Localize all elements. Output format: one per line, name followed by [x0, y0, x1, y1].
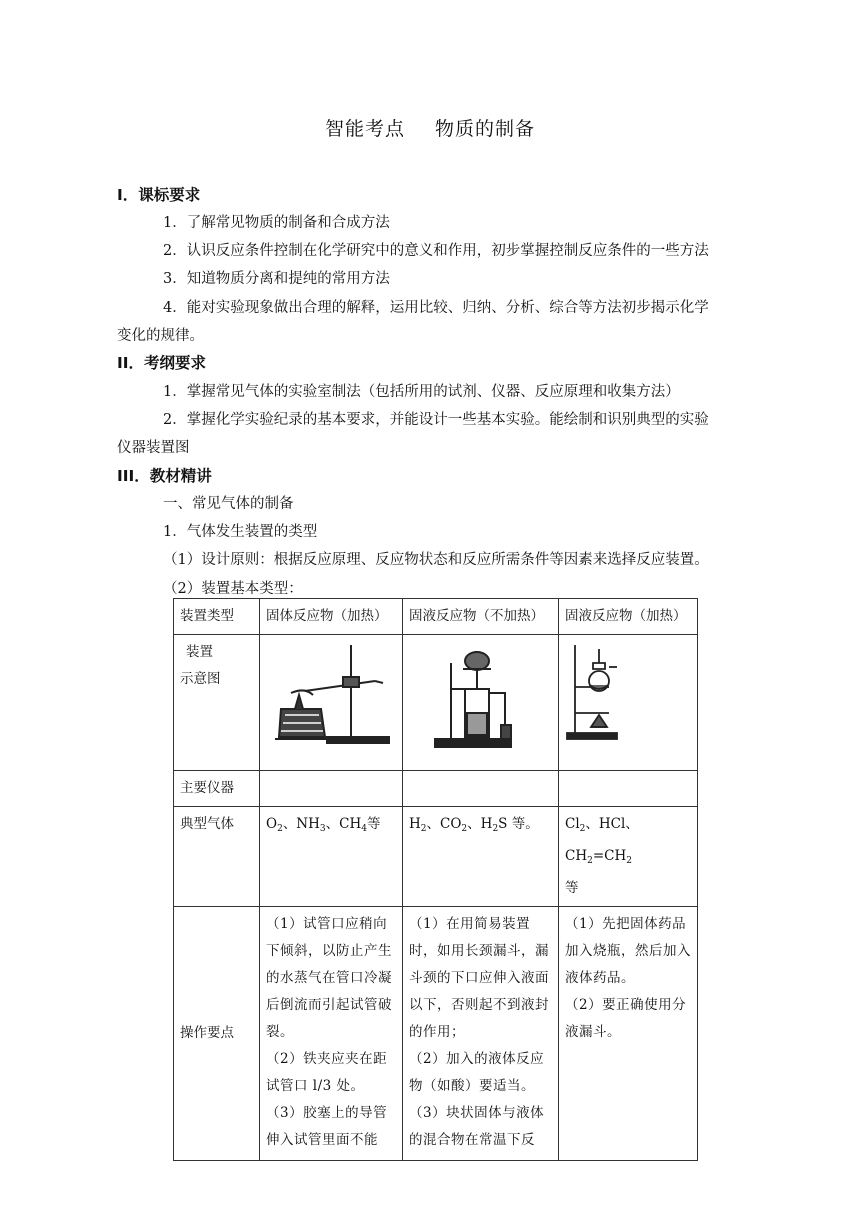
title-right: 物质的制备 — [435, 118, 536, 140]
text-line: 2．认识反应条件控制在化学研究中的意义和作用，初步掌握控制反应条件的一些方法 — [163, 243, 709, 259]
op-text: （2）加入的液体反应物（如酸）要适当。 — [409, 1051, 545, 1094]
table-cell — [174, 635, 260, 771]
solid-heating-apparatus-figure — [271, 639, 391, 751]
table-cell — [403, 635, 559, 771]
section-heading: I．课标要求 — [117, 186, 201, 204]
table-row — [174, 635, 698, 771]
table-row — [174, 599, 698, 635]
table-cell — [260, 907, 403, 1161]
text-line: 一、常见气体的制备 — [163, 496, 294, 512]
op-text: （1）试管口应稍向下倾斜，以防止产生的水蒸气在管口冷凝后倒流而引起试管破裂。 — [266, 916, 392, 1040]
solid-liquid-heating-apparatus-figure — [565, 639, 625, 751]
text-line: 2．掌握化学实验纪录的基本要求，并能设计一些基本实验。能绘制和识别典型的实验 — [163, 412, 709, 428]
table-row — [174, 771, 698, 807]
solid-liquid-apparatus-figure — [421, 639, 541, 751]
table-cell: 典型气体 — [174, 807, 260, 907]
text-line: 仪器装置图 — [117, 440, 190, 456]
table-cell: 主要仪器 — [174, 771, 260, 807]
table-cell — [559, 907, 698, 1161]
table-cell: $Cl_2$、HCl、$CH_2=CH_2$ 等 — [559, 807, 698, 907]
table-cell — [559, 635, 698, 771]
op-text: （2）要正确使用分液漏斗。 — [565, 997, 687, 1040]
text-line: 1．了解常见物质的制备和合成方法 — [163, 215, 390, 231]
table-cell — [403, 907, 559, 1161]
table-cell: 操作要点 — [174, 907, 260, 1161]
table-cell: $H_2$、$CO_2$、$H_2S$ 等。 — [403, 807, 559, 907]
table-cell: 固液反应物（加热） — [559, 599, 698, 635]
cell-label: 装置 — [186, 644, 213, 660]
table-cell — [260, 635, 403, 771]
text-line: （1）设计原则：根据反应原理、反应物状态和反应所需条件等因素来选择反应装置。 — [163, 552, 709, 568]
page-title — [0, 114, 860, 141]
text-line: 4．能对实验现象做出合理的解释，运用比较、归纳、分析、综合等方法初步揭示化学 — [163, 300, 709, 316]
table-cell: $O_2$、$NH_3$、$CH_4$等 — [260, 807, 403, 907]
table-cell — [403, 771, 559, 807]
table-row — [174, 807, 698, 907]
table-cell: 固体反应物（加热） — [260, 599, 403, 635]
section-heading: III．教材精讲 — [117, 467, 212, 485]
text-line: （2）装置基本类型： — [163, 581, 303, 597]
table-cell — [260, 771, 403, 807]
apparatus-table — [173, 598, 698, 1161]
table-row — [174, 907, 698, 1161]
table-cell: 固液反应物（不加热） — [403, 599, 559, 635]
text-line: 3．知道物质分离和提纯的常用方法 — [163, 271, 390, 287]
op-text: （1）先把固体药品加入烧瓶，然后加入液体药品。 — [565, 916, 691, 986]
cell-label: 示意图 — [180, 671, 221, 687]
op-text: （2）铁夹应夹在距试管口 l/3 处。 — [266, 1051, 388, 1094]
text-line: 变化的规律。 — [117, 328, 204, 344]
table-cell — [559, 771, 698, 807]
op-text: （3）胶塞上的导管伸入试管里面不能 — [266, 1105, 388, 1148]
title-left: 智能考点 — [324, 118, 405, 140]
op-text: （3）块状固体与液体的混合物在常温下反 — [409, 1105, 545, 1148]
text-line: 1．气体发生装置的类型 — [163, 524, 318, 540]
op-text: （1）在用简易装置时，如用长颈漏斗，漏斗颈的下口应伸入液面以下，否则起不到液封的作用； — [409, 916, 549, 1040]
table-cell: 装置类型 — [174, 599, 260, 635]
section-heading: II．考纲要求 — [117, 354, 207, 372]
text-line: 1．掌握常见气体的实验室制法（包括所用的试剂、仪器、反应原理和收集方法） — [163, 384, 680, 400]
